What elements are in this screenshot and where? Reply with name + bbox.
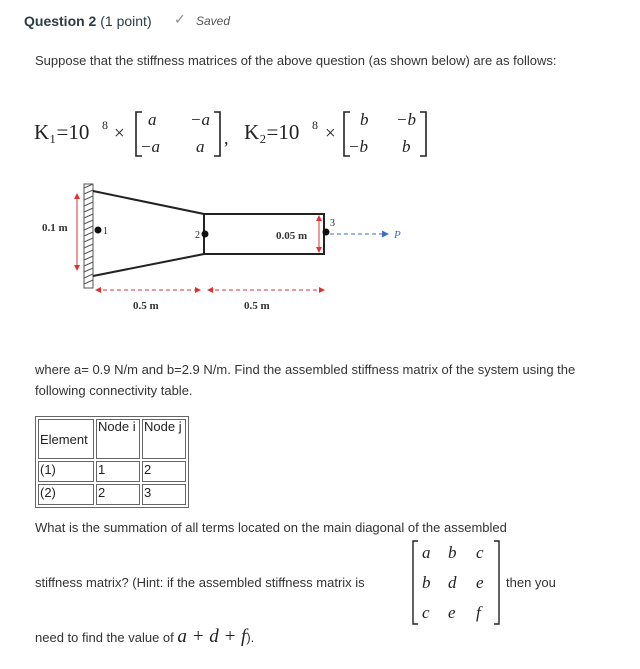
question-line-1: What is the summation of all terms located on the main diagonal of the assembled [35,520,507,535]
k2-m12: −b [396,110,416,129]
table-header-cell: Node i [96,419,140,459]
eq-comma: , [224,128,229,148]
question-line-3-end: ). [246,630,255,645]
question-label: Question 2 [24,13,97,29]
k2-exponent: 8 [312,118,318,132]
table-cell: 2 [142,461,186,482]
connectivity-table [35,416,189,508]
hint-matrix [410,538,502,628]
k2-m22: b [402,137,411,156]
k1-exponent: 8 [102,118,108,132]
k2-m21: −b [348,137,368,156]
k2-label: K₂=10 [244,120,300,144]
hint-m11: a [422,543,431,562]
table-row [38,461,186,482]
node-2 [202,231,209,238]
table-cell: 2 [96,484,140,505]
hint-m21: b [422,573,431,592]
question-header [24,13,152,29]
sum-expression: a + d + f [177,626,247,647]
hint-m32: e [448,603,456,622]
node-3 [323,229,330,236]
question-line-3-text: need to find the value of [35,630,174,645]
k2-m11: b [360,110,369,129]
question-line-2-end: then you [506,575,556,590]
table-row [38,484,186,505]
force-label: P [394,229,401,241]
question-line-2: stiffness matrix? (Hint: if the assembled stiffness matrix is [35,575,365,590]
tapered-element [93,191,204,276]
question-prompt: Suppose that the stiffness matrices of the above question (as shown below) are as follows: [35,53,557,68]
check-icon: ✓ [174,11,186,27]
question-points: (1 point) [100,13,152,29]
table-header-cell: Node j [142,419,186,459]
table-header-cell: Element [38,419,94,459]
hint-m23: e [476,573,484,592]
table-cell: (1) [38,461,94,482]
k1-times: × [114,123,125,144]
k1-m12: −a [190,110,210,129]
left-height-label: 0.1 m [42,222,68,234]
node-2-label: 2 [195,230,200,241]
hint-m31: c [422,603,430,622]
k1-label: K₁=10 [34,120,90,144]
node-3-label: 3 [330,218,335,229]
hint-m33: f [476,603,481,622]
right-height-label: 0.05 m [276,230,308,242]
bar-figure [30,178,420,318]
hint-right-bracket [494,541,499,624]
k1-m21: −a [140,137,160,156]
table-cell: (2) [38,484,94,505]
length2-label: 0.5 m [244,300,270,312]
k1-right-bracket [214,112,220,156]
hint-m22: d [448,573,457,592]
length1-label: 0.5 m [133,300,159,312]
hint-m12: b [448,543,457,562]
k2-right-bracket [420,112,426,156]
stiffness-equation [30,100,450,164]
node-1-label: 1 [103,226,108,237]
saved-status: Saved [196,14,231,28]
node-1 [95,227,102,234]
given-values-text: where a= 0.9 N/m and b=2.9 N/m. Find the assembled stiffness matrix of the system using the following connectivity table. [35,362,576,398]
k2-times: × [325,123,336,144]
hint-left-bracket [413,541,418,624]
table-cell: 3 [142,484,186,505]
hint-m13: c [476,543,484,562]
table-header-row [38,419,186,459]
table-cell: 1 [96,461,140,482]
question-line-3 [35,626,254,648]
k1-m11: a [148,110,157,129]
k1-m22: a [196,137,205,156]
